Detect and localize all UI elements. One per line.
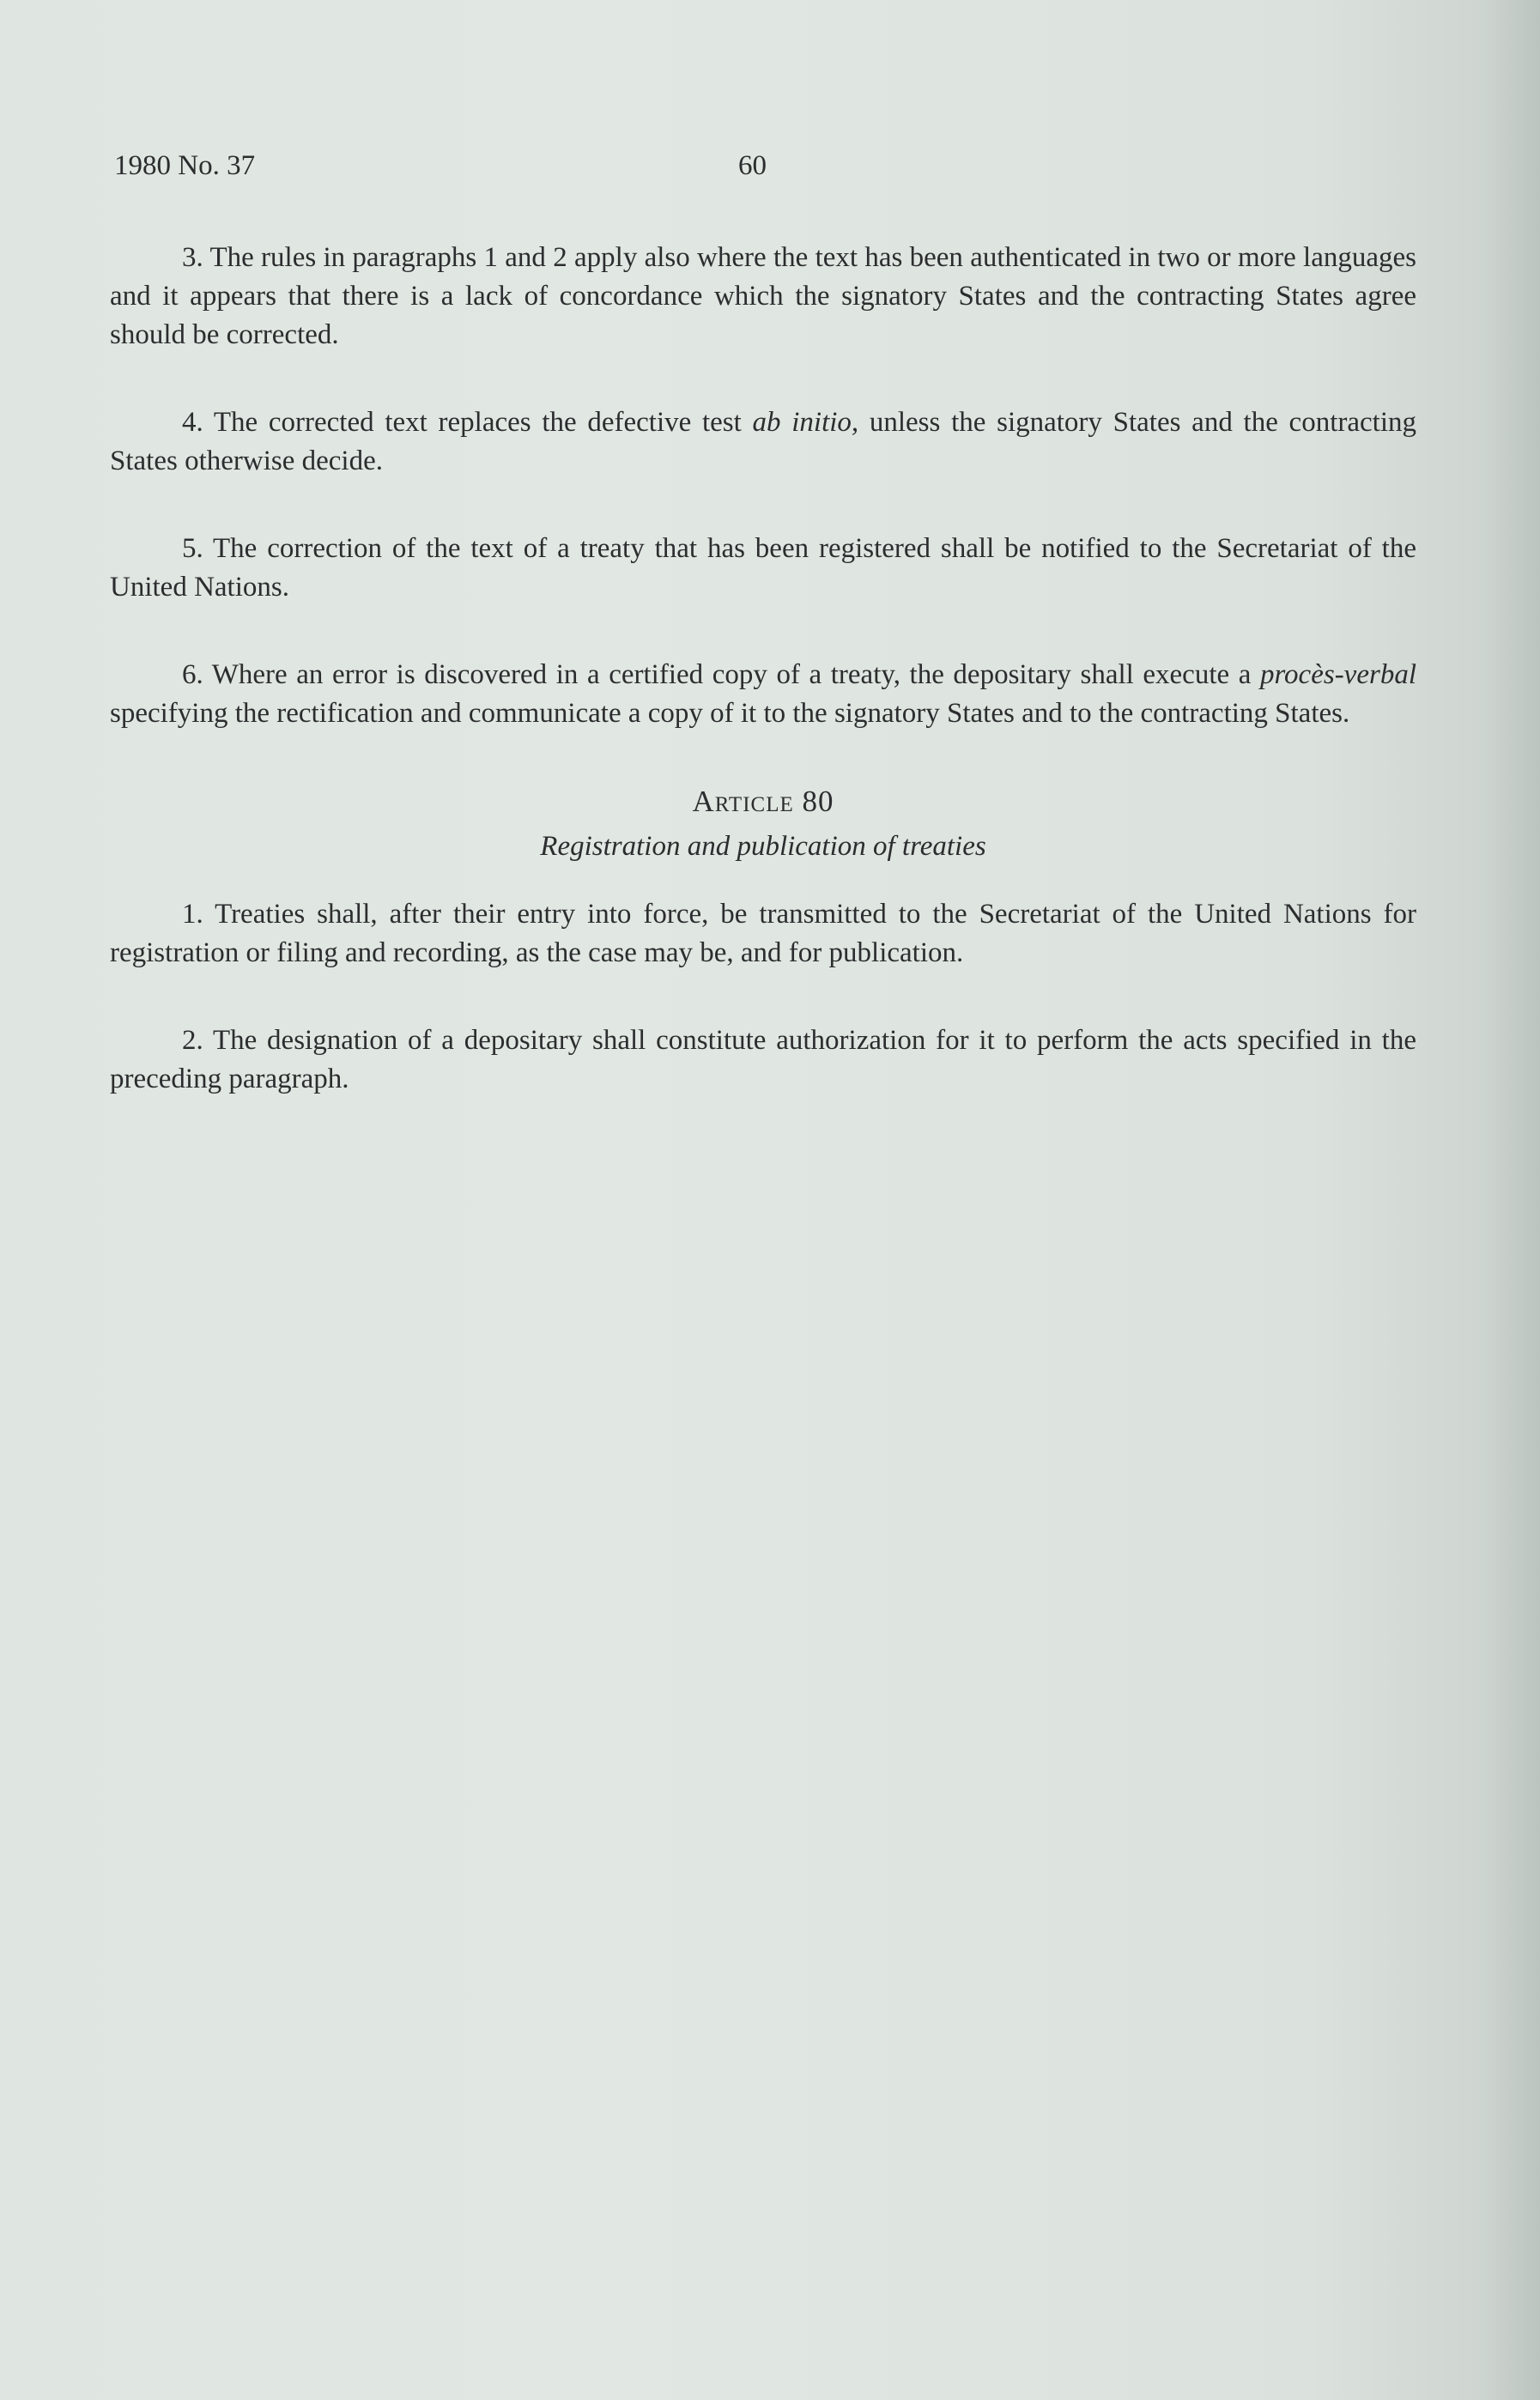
page-number: 60 [738,150,767,181]
paragraph-5: 5. The correction of the text of a treaty that has been registered shall be notified to the Secretariat of the United Nations. [110,533,1416,603]
gazette-reference: 1980 No. 37 [114,150,256,181]
paragraph-4-text-end: unless the signatory States and the contracting States otherwise decide. [110,407,1416,476]
article-heading: Article 80 [692,785,834,818]
paragraph-6-text-end: specifying the rectification and communicate a copy of it to the signatory States and to the contracting States. [110,698,1350,729]
article-subtitle: Registration and publication of treaties [540,831,986,862]
document-body [110,232,1416,1148]
article-paragraph-1: 1. Treaties shall, after their entry into force, be transmitted to the Secretariat of the United Nations for registration or filing and recording, as the case may be, and for publication. [110,899,1416,968]
article-paragraph-2: 2. The designation of a depositary shall constitute authorization for it to perform the acts specified in the preceding paragraph. [110,1025,1416,1094]
paragraph-6-italic-term: procès-verbal [1259,659,1416,690]
paragraph-4-italic-term: ab initio, [752,407,859,438]
paragraph-6-text-start: 6. Where an error is discovered in a certified copy of a treaty, the depositary shall execute a [182,659,1260,690]
page-header [114,150,1419,185]
paragraph-6 [110,656,1416,733]
paragraph-3: 3. The rules in paragraphs 1 and 2 apply also where the text has been authenticated in two or more languages and it appears that there is a lack of concordance which the signatory States and the contracting States agree should be corrected. [110,242,1416,350]
paragraph-4 [110,403,1416,481]
paragraph-4-text-start: 4. The corrected text replaces the defective test [182,407,753,438]
